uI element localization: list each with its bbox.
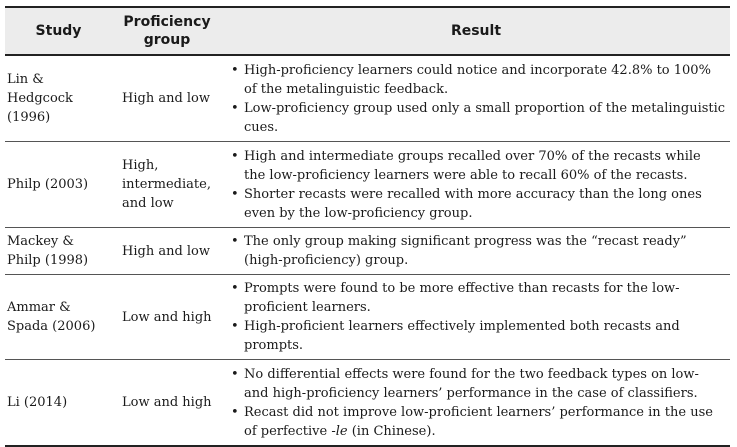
study-cell: Mackey & Philp (1998) bbox=[5, 228, 112, 275]
result-list bbox=[228, 147, 726, 223]
result-list bbox=[228, 232, 726, 270]
result-text: The only group making significant progress was the “recast ready” (high-proficiency) group. bbox=[244, 234, 687, 268]
group-cell: Low and high bbox=[112, 275, 222, 360]
result-item bbox=[228, 61, 726, 99]
group-cell: Low and high bbox=[112, 360, 222, 447]
result-list bbox=[228, 279, 726, 355]
result-cell bbox=[222, 360, 730, 447]
bullet-icon: • bbox=[231, 281, 239, 296]
result-item bbox=[228, 232, 726, 270]
bullet-icon: • bbox=[231, 100, 239, 116]
result-item bbox=[228, 185, 726, 223]
header-proficiency-line2: group bbox=[143, 32, 191, 48]
table-body bbox=[5, 55, 730, 446]
study-cell: Li (2014) bbox=[5, 360, 112, 447]
study-cell: Philp (2003) bbox=[5, 142, 112, 228]
header-proficiency-line1: Proficiency bbox=[123, 14, 211, 30]
group-cell: High, intermediate, and low bbox=[112, 142, 222, 228]
result-list bbox=[228, 365, 726, 441]
result-text: Prompts were found to be more effective than recasts for the low-proficient learners. bbox=[244, 281, 680, 315]
table-row bbox=[5, 275, 730, 360]
table-header bbox=[5, 7, 730, 55]
bullet-icon: • bbox=[231, 319, 239, 334]
study-cell: Ammar & Spada (2006) bbox=[5, 275, 112, 360]
study-cell: Lin & Hedgcock (1996) bbox=[5, 55, 112, 142]
result-text: Low-proficiency group used only a small proportion of the metalinguistic cues. bbox=[244, 100, 726, 135]
result-item bbox=[228, 147, 726, 185]
header-row bbox=[5, 7, 730, 55]
table-row bbox=[5, 55, 730, 142]
result-text: Recast did not improve low-proficient learners’ performance in the use of perfective -le (in Chinese). bbox=[244, 404, 713, 439]
header-result: Result bbox=[222, 7, 730, 55]
group-cell: High and low bbox=[112, 55, 222, 142]
result-cell bbox=[222, 55, 730, 142]
bullet-icon: • bbox=[231, 234, 239, 249]
result-cell bbox=[222, 142, 730, 228]
result-list bbox=[228, 61, 726, 137]
bullet-icon: • bbox=[231, 404, 239, 420]
result-text: Shorter recasts were recalled with more accuracy than the long ones even by the low-proficiency group. bbox=[244, 186, 702, 221]
bullet-icon: • bbox=[231, 148, 239, 164]
header-proficiency-group bbox=[112, 7, 222, 55]
results-table bbox=[5, 6, 730, 447]
bullet-icon: • bbox=[231, 366, 239, 382]
group-cell: High and low bbox=[112, 228, 222, 275]
result-cell bbox=[222, 228, 730, 275]
table-row bbox=[5, 228, 730, 275]
bullet-icon: • bbox=[231, 62, 239, 78]
result-item bbox=[228, 365, 726, 403]
result-text: High-proficient learners effectively implemented both recasts and prompts. bbox=[244, 319, 680, 353]
result-text: No differential effects were found for the two feedback types on low- and high-proficiency learners’ performance in the case of classifiers. bbox=[244, 366, 699, 401]
table-row bbox=[5, 142, 730, 228]
result-item bbox=[228, 279, 726, 317]
header-study: Study bbox=[5, 7, 112, 55]
result-text: High and intermediate groups recalled over 70% of the recasts while the low-proficiency learners were able to recall 60% of the recasts. bbox=[244, 148, 701, 183]
result-cell bbox=[222, 275, 730, 360]
result-text: High-proficiency learners could notice and incorporate 42.8% to 100% of the metalinguistic feedback. bbox=[244, 62, 711, 97]
result-item bbox=[228, 317, 726, 355]
result-item bbox=[228, 99, 726, 137]
bullet-icon: • bbox=[231, 186, 239, 202]
table-row bbox=[5, 360, 730, 447]
